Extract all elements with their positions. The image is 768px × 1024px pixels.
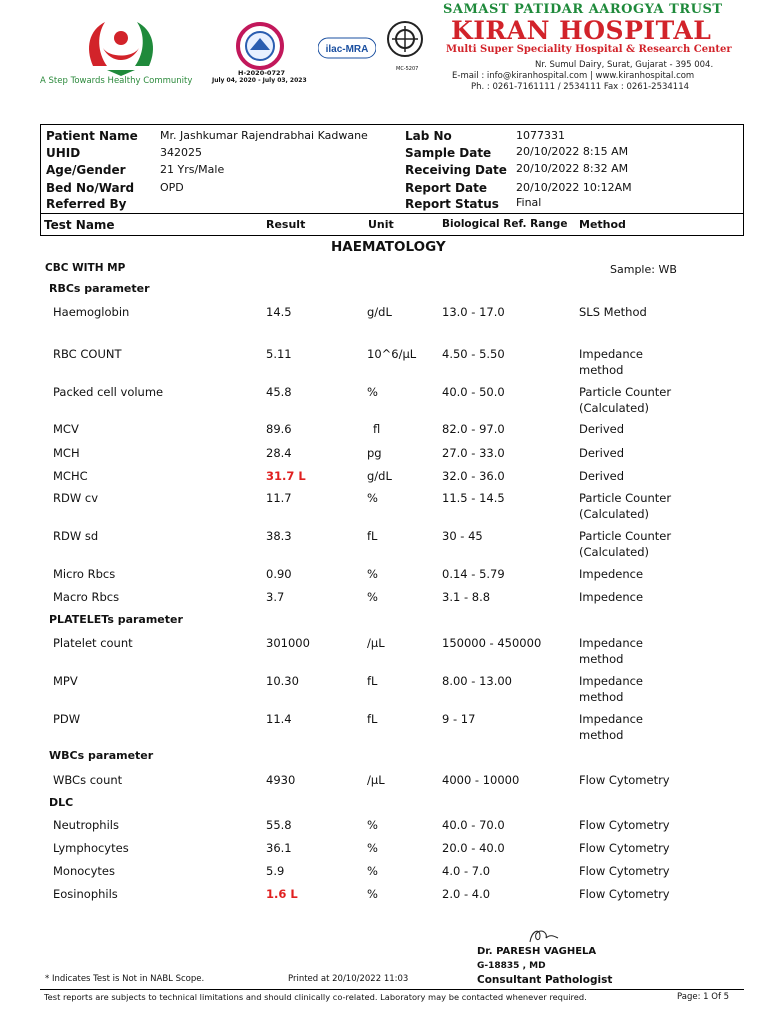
sample-date-label: Sample Date: [405, 146, 492, 160]
reference-range: 40.0 - 70.0: [442, 818, 505, 832]
test-method: method: [579, 363, 624, 377]
section-title: HAEMATOLOGY: [331, 239, 446, 255]
test-name: MCV: [53, 422, 79, 436]
reference-range: 4.50 - 5.50: [442, 347, 505, 361]
reference-range: 3.1 - 8.8: [442, 590, 491, 604]
result-value-low: 1.6 L: [266, 887, 298, 901]
bed-ward: OPD: [160, 181, 184, 194]
test-method: method: [579, 652, 624, 666]
result-unit: g/dL: [367, 305, 392, 319]
test-method: Impedance: [579, 347, 644, 361]
col-test-name: Test Name: [44, 218, 115, 232]
result-value: 14.5: [266, 305, 292, 319]
nabh-seal-icon: [232, 22, 288, 70]
disclaimer: Test reports are subjects to technical limitations and should clinically co-related. Laboratory may be contacted whenever required.: [44, 992, 587, 1002]
bed-label: Bed No/Ward: [46, 181, 135, 195]
col-unit: Unit: [368, 218, 394, 231]
receiving-date-label: Receiving Date: [405, 163, 507, 177]
test-method: method: [579, 728, 624, 742]
result-value: 89.6: [266, 422, 292, 436]
test-method: Derived: [579, 469, 625, 483]
test-method: Particle Counter: [579, 385, 672, 399]
reference-range: 2.0 - 4.0: [442, 887, 491, 901]
reference-range: 9 - 17: [442, 712, 476, 726]
nabl-note: * Indicates Test is Not in NABL Scope.: [45, 974, 205, 984]
test-name: MPV: [53, 674, 78, 688]
test-method: method: [579, 690, 624, 704]
group-wbc: WBCs parameter: [49, 749, 154, 762]
test-name: MCH: [53, 446, 80, 460]
result-value-low: 31.7 L: [266, 469, 306, 483]
result-value: 36.1: [266, 841, 292, 855]
result-value: 28.4: [266, 446, 292, 460]
patient-name: Mr. Jashkumar Rajendrabhai Kadwane: [160, 129, 368, 142]
result-value: 11.4: [266, 712, 292, 726]
svg-text:ilac-MRA: ilac-MRA: [325, 44, 369, 55]
test-name: Monocytes: [53, 864, 115, 878]
contact-email-web: E-mail : info@kiranhospital.com | www.kiranhospital.com: [452, 71, 695, 81]
sample-date: 20/10/2022 8:15 AM: [516, 145, 629, 158]
test-method: (Calculated): [579, 545, 649, 559]
hospital-name: KIRAN HOSPITAL: [451, 16, 712, 45]
result-unit: /µL: [367, 773, 385, 787]
result-value: 38.3: [266, 529, 292, 543]
reference-range: 30 - 45: [442, 529, 483, 543]
address: Nr. Sumul Dairy, Surat, Gujarat - 395 004.: [535, 60, 714, 70]
reference-range: 20.0 - 40.0: [442, 841, 505, 855]
result-value: 3.7: [266, 590, 285, 604]
result-unit: %: [367, 841, 378, 855]
result-unit: %: [367, 590, 378, 604]
doctor-name: Dr. PARESH VAGHELA: [477, 946, 597, 957]
test-method: Impedance: [579, 712, 644, 726]
result-value: 301000: [266, 636, 310, 650]
test-name: Micro Rbcs: [53, 567, 116, 581]
result-unit: %: [367, 864, 378, 878]
group-rbc: RBCs parameter: [49, 282, 150, 295]
col-result: Result: [266, 218, 306, 231]
result-unit: fl: [373, 422, 381, 436]
test-method: Derived: [579, 422, 625, 436]
test-method: SLS Method: [579, 305, 647, 319]
panel-name: CBC WITH MP: [45, 262, 126, 274]
test-name: Eosinophils: [53, 887, 118, 901]
patient-name-label: Patient Name: [46, 129, 138, 143]
result-value: 11.7: [266, 491, 292, 505]
uhid: 342025: [160, 146, 202, 159]
test-name: RDW cv: [53, 491, 99, 505]
test-name: Packed cell volume: [53, 385, 164, 399]
divider: [40, 213, 744, 214]
result-unit: fL: [367, 529, 378, 543]
report-date: 20/10/2022 10:12AM: [516, 181, 632, 194]
result-unit: %: [367, 385, 378, 399]
reference-range: 150000 - 450000: [442, 636, 542, 650]
reference-range: 13.0 - 17.0: [442, 305, 505, 319]
result-unit: %: [367, 818, 378, 832]
test-method: Particle Counter: [579, 529, 672, 543]
test-method: Impedance: [579, 636, 644, 650]
reference-range: 0.14 - 5.79: [442, 567, 505, 581]
receiving-date: 20/10/2022 8:32 AM: [516, 162, 629, 175]
result-value: 55.8: [266, 818, 292, 832]
test-method: Flow Cytometry: [579, 773, 670, 787]
reference-range: 27.0 - 33.0: [442, 446, 505, 460]
reference-range: 32.0 - 36.0: [442, 469, 505, 483]
test-method: Derived: [579, 446, 625, 460]
test-name: Lymphocytes: [53, 841, 129, 855]
report-status-label: Report Status: [405, 197, 499, 211]
result-value: 45.8: [266, 385, 292, 399]
result-unit: /µL: [367, 636, 385, 650]
reference-range: 40.0 - 50.0: [442, 385, 505, 399]
reference-range: 11.5 - 14.5: [442, 491, 505, 505]
result-unit: 10^6/µL: [367, 347, 417, 361]
trust-name: SAMAST PATIDAR AAROGYA TRUST: [443, 2, 723, 17]
test-method: Impedance: [579, 674, 644, 688]
result-unit: %: [367, 567, 378, 581]
referred-label: Referred By: [46, 197, 127, 211]
result-unit: fL: [367, 674, 378, 688]
test-name: Neutrophils: [53, 818, 119, 832]
test-method: Flow Cytometry: [579, 818, 670, 832]
test-name: PDW: [53, 712, 81, 726]
reference-range: 4.0 - 7.0: [442, 864, 491, 878]
test-name: WBCs count: [53, 773, 123, 787]
contact-phone-fax: Ph. : 0261-7161111 / 2534111 Fax : 0261-2534114: [471, 82, 690, 92]
signature-mark: [526, 926, 562, 946]
lab-no: 1077331: [516, 129, 565, 142]
footer-divider: [40, 989, 744, 990]
test-name: Platelet count: [53, 636, 133, 650]
result-unit: %: [367, 491, 378, 505]
result-value: 4930: [266, 773, 296, 787]
reference-range: 4000 - 10000: [442, 773, 520, 787]
group-platelet: PLATELETs parameter: [49, 613, 183, 626]
test-method: Particle Counter: [579, 491, 672, 505]
speciality-line: Multi Super Speciality Hospital & Research Center: [446, 44, 732, 55]
reference-range: 8.00 - 13.00: [442, 674, 512, 688]
nabh-validity: July 04, 2020 - July 03, 2023: [212, 77, 307, 84]
printed-at: Printed at 20/10/2022 11:03: [288, 974, 409, 984]
result-value: 5.11: [266, 347, 292, 361]
test-method: Flow Cytometry: [579, 887, 670, 901]
nabh-code: H-2020-0727: [238, 69, 286, 77]
test-method: (Calculated): [579, 507, 649, 521]
result-value: 0.90: [266, 567, 292, 581]
result-unit: pg: [367, 446, 382, 460]
group-dlc: DLC: [49, 796, 74, 809]
lab-no-label: Lab No: [405, 129, 452, 143]
test-name: Haemoglobin: [53, 305, 130, 319]
test-method: Impedence: [579, 567, 644, 581]
test-name: MCHC: [53, 469, 88, 483]
age-gender: 21 Yrs/Male: [160, 163, 225, 176]
age-label: Age/Gender: [46, 163, 126, 177]
nac-code: MC-5207: [396, 66, 419, 72]
col-method: Method: [579, 218, 626, 231]
result-value: 5.9: [266, 864, 285, 878]
uhid-label: UHID: [46, 146, 81, 160]
hospital-logo-icon: [83, 18, 159, 76]
test-method: Flow Cytometry: [579, 841, 670, 855]
test-name: RDW sd: [53, 529, 99, 543]
tagline: A Step Towards Healthy Community: [40, 76, 193, 86]
reference-range: 82.0 - 97.0: [442, 422, 505, 436]
result-unit: fL: [367, 712, 378, 726]
col-ref-range: Biological Ref. Range: [442, 218, 568, 230]
result-value: 10.30: [266, 674, 299, 688]
nac-seal-icon: [386, 20, 424, 64]
result-unit: %: [367, 887, 378, 901]
doctor-registration: G-18835 , MD: [477, 961, 546, 971]
ilac-mra-logo: [318, 36, 376, 60]
test-name: Macro Rbcs: [53, 590, 120, 604]
result-unit: g/dL: [367, 469, 392, 483]
page-number: Page: 1 Of 5: [677, 992, 730, 1002]
test-method: Impedence: [579, 590, 644, 604]
report-date-label: Report Date: [405, 181, 487, 195]
test-method: Flow Cytometry: [579, 864, 670, 878]
test-name: RBC COUNT: [53, 347, 122, 361]
sample-type: Sample: WB: [610, 263, 677, 276]
report-status: Final: [516, 196, 542, 209]
doctor-title: Consultant Pathologist: [477, 974, 613, 986]
test-method: (Calculated): [579, 401, 649, 415]
